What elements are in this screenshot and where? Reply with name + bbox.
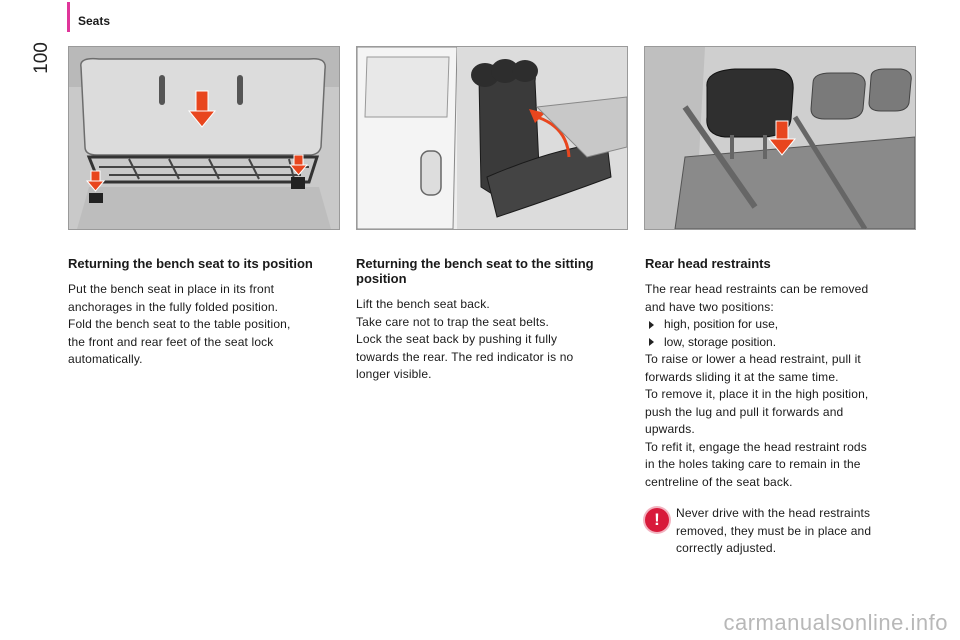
section-title: Seats xyxy=(78,14,111,28)
text-line: push the lug and pull it forwards and xyxy=(645,404,844,419)
text-line: Fold the bench seat to the table position, xyxy=(68,317,291,331)
watermark: carmanualsonline.info xyxy=(723,610,948,635)
bench-seat-raised-illustration xyxy=(357,47,627,229)
text-line: the front and rear feet of the seat lock xyxy=(68,334,274,349)
text-line: anchorages in the fully folded position. xyxy=(68,299,279,314)
figure-bench-seat-folded xyxy=(68,46,340,230)
text-line: To raise or lower a head restraint, pull it xyxy=(645,352,861,366)
text-line: towards the rear. The red indicator is no xyxy=(356,349,574,364)
section-marker xyxy=(67,2,70,32)
text-line: centreline of the seat back. xyxy=(645,474,793,489)
text-line: forwards sliding it at the same time. xyxy=(645,369,839,384)
exclamation-icon: ! xyxy=(645,508,669,532)
bullet-triangle-icon xyxy=(649,338,654,346)
text-line: Lift the bench seat back. xyxy=(356,297,490,311)
heading-rear-head-restraints: Rear head restraints xyxy=(645,256,771,271)
warning-line: correctly adjusted. xyxy=(676,541,777,555)
warning-line: Never drive with the head restraints xyxy=(676,506,871,520)
heading-bench-seat-position: Returning the bench seat to its position xyxy=(68,256,313,271)
bullet-triangle-icon xyxy=(649,321,654,329)
text-line: The rear head restraints can be removed xyxy=(645,282,869,296)
rear-head-restraints-illustration xyxy=(645,47,915,229)
text-line: and have two positions: xyxy=(645,299,774,314)
bullet-text: low, storage position. xyxy=(664,334,777,349)
bullet-text: high, position for use, xyxy=(664,317,779,331)
page-number: 100 xyxy=(31,42,52,74)
warning-note xyxy=(645,505,895,558)
bullet-item xyxy=(645,316,905,334)
text-line: Lock the seat back by pushing it fully xyxy=(356,332,558,346)
bullet-item xyxy=(645,334,905,352)
bench-seat-folded-illustration xyxy=(69,47,339,229)
column-rear-head-restraints xyxy=(645,256,905,491)
figure-rear-head-restraints xyxy=(644,46,916,230)
text-line: upwards. xyxy=(645,422,695,436)
column-bench-seat-position xyxy=(68,256,338,369)
text-line: Put the bench seat in place in its front xyxy=(68,282,275,296)
text-line: To refit it, engage the head restraint rods xyxy=(645,439,867,454)
column-bench-seat-sitting xyxy=(356,256,626,384)
warning-line: removed, they must be in place and xyxy=(676,523,872,538)
text-line: in the holes taking care to remain in the xyxy=(645,457,861,471)
text-line: automatically. xyxy=(68,352,143,366)
figure-bench-seat-raised xyxy=(356,46,628,230)
text-line: longer visible. xyxy=(356,367,432,381)
heading-bench-seat-sitting: Returning the bench seat to the sitting position xyxy=(356,256,594,286)
text-line: To remove it, place it in the high position, xyxy=(645,387,869,401)
text-line: Take care not to trap the seat belts. xyxy=(356,314,549,329)
